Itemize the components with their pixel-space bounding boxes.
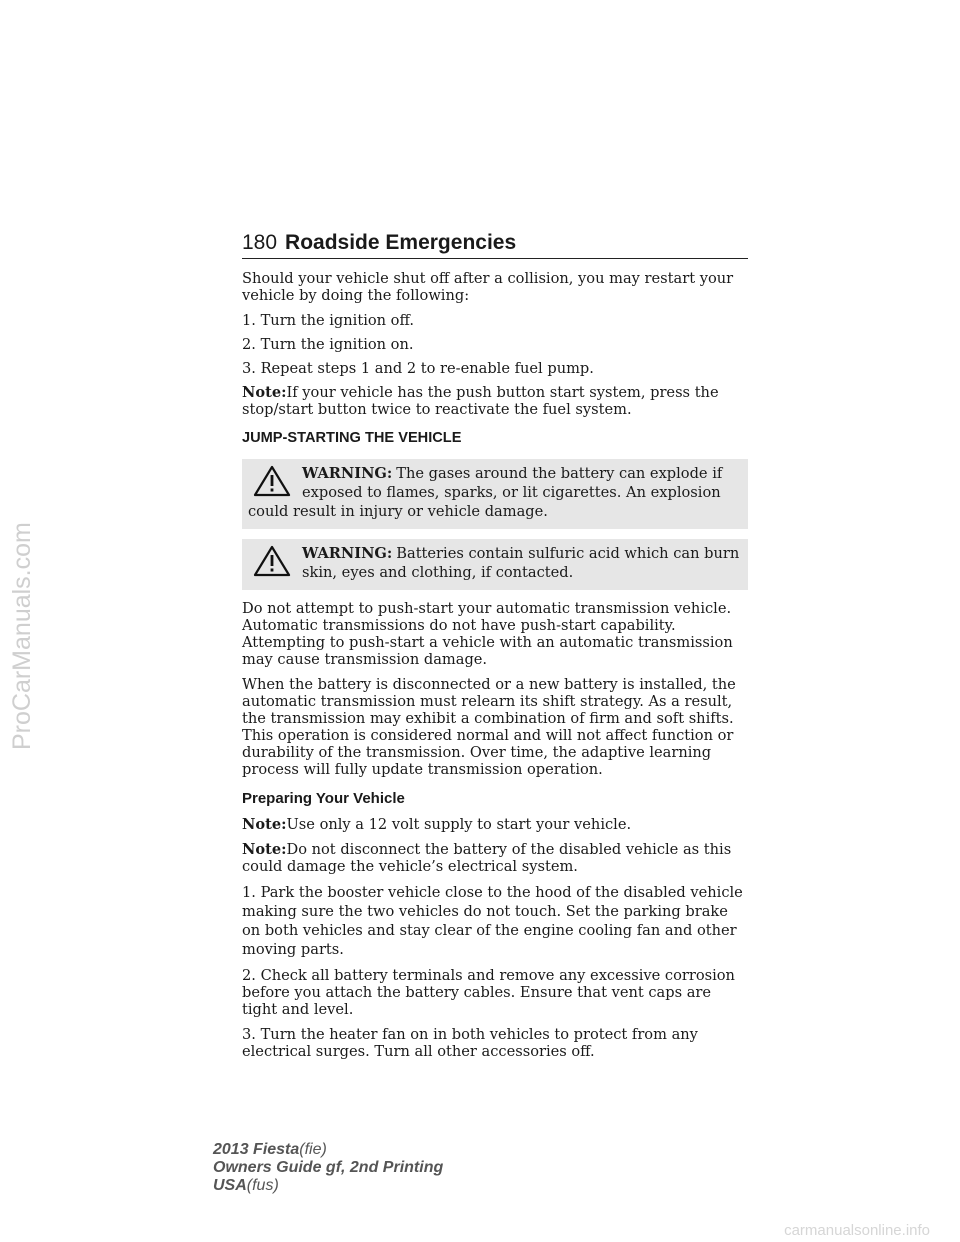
- body-paragraph-1: Do not attempt to push-start your automatic transmission vehicle. Automatic transmissions do not have push-start capability. Attempting to push-start a vehicle with an automatic transmission may cause transmission damage.: [242, 600, 733, 668]
- restart-step-1: 1. Turn the ignition off.: [242, 312, 414, 329]
- footer-line-3: [213, 1177, 443, 1195]
- footer-market: USA: [213, 1177, 247, 1194]
- warning-triangle-icon: [252, 544, 292, 578]
- prep-note-1: [242, 816, 748, 833]
- restart-step-3: 3. Repeat steps 1 and 2 to re-enable fuel pump.: [242, 360, 594, 377]
- warning-text: The gases around the battery can explode if exposed to flames, sparks, or lit cigarettes. An explosion could result in injury or vehicle damage.: [248, 465, 723, 520]
- prep-step-3: 3. Turn the heater fan on in both vehicles to protect from any electrical surges. Turn all other accessories off.: [242, 1026, 698, 1060]
- note-label: Note:: [242, 816, 287, 833]
- page-number: 180: [242, 231, 278, 254]
- warning-triangle-icon: [252, 464, 292, 498]
- note-text: Do not disconnect the battery of the disabled vehicle as this could damage the vehicle’s electrical system.: [242, 841, 732, 875]
- page-footer: [213, 1141, 443, 1195]
- warning-box-2: [242, 539, 748, 590]
- restart-note: [242, 384, 748, 418]
- warning-label: WARNING:: [302, 465, 393, 482]
- note-text: If your vehicle has the push button start system, press the stop/start button twice to reactivate the fuel system.: [242, 384, 719, 418]
- restart-step-2: 2. Turn the ignition on.: [242, 336, 414, 353]
- side-watermark: ProCarManuals.com: [8, 522, 36, 750]
- footer-market-code: (fus): [246, 1177, 279, 1194]
- footer-line-2: Owners Guide gf, 2nd Printing: [213, 1159, 444, 1176]
- section-title: JUMP-STARTING THE VEHICLE: [242, 430, 462, 446]
- note-text: Use only a 12 volt supply to start your vehicle.: [286, 816, 632, 833]
- subsection-title: Preparing Your Vehicle: [242, 790, 405, 807]
- warning-box-1: [242, 459, 748, 529]
- intro-paragraph: Should your vehicle shut off after a collision, you may restart your vehicle by doing the following:: [242, 270, 734, 304]
- prep-step-1: 1. Park the booster vehicle close to the hood of the disabled vehicle making sure the two vehicles do not touch. Set the parking brake on both vehicles and stay clear of the engine cooling fan and other moving parts.: [242, 884, 743, 958]
- warning-label: WARNING:: [302, 545, 393, 562]
- prep-note-2: [242, 841, 748, 875]
- body-paragraph-2: When the battery is disconnected or a new battery is installed, the automatic transmission must relearn its shift strategy. As a result, the transmission may exhibit a combination of firm and soft shifts. This operation is considered normal and will not affect function or durability of the transmission. Over time, the adaptive learning process will fully update transmission operation.: [242, 676, 736, 778]
- page-content: [242, 270, 748, 1068]
- note-label: Note:: [242, 384, 287, 401]
- footer-model-code: (fie): [299, 1141, 327, 1158]
- prep-step-2: 2. Check all battery terminals and remove any excessive corrosion before you attach the battery cables. Ensure that vent caps are tight and level.: [242, 967, 735, 1018]
- footer-model: 2013 Fiesta: [213, 1141, 300, 1158]
- warning-text: Batteries contain sulfuric acid which can burn skin, eyes and clothing, if contacted.: [302, 545, 740, 581]
- note-label: Note:: [242, 841, 287, 858]
- chapter-title: Roadside Emergencies: [285, 231, 517, 254]
- footer-line-1: [213, 1141, 443, 1159]
- page-header: [242, 228, 748, 259]
- bottom-watermark: carmanualsonline.info: [784, 1222, 930, 1239]
